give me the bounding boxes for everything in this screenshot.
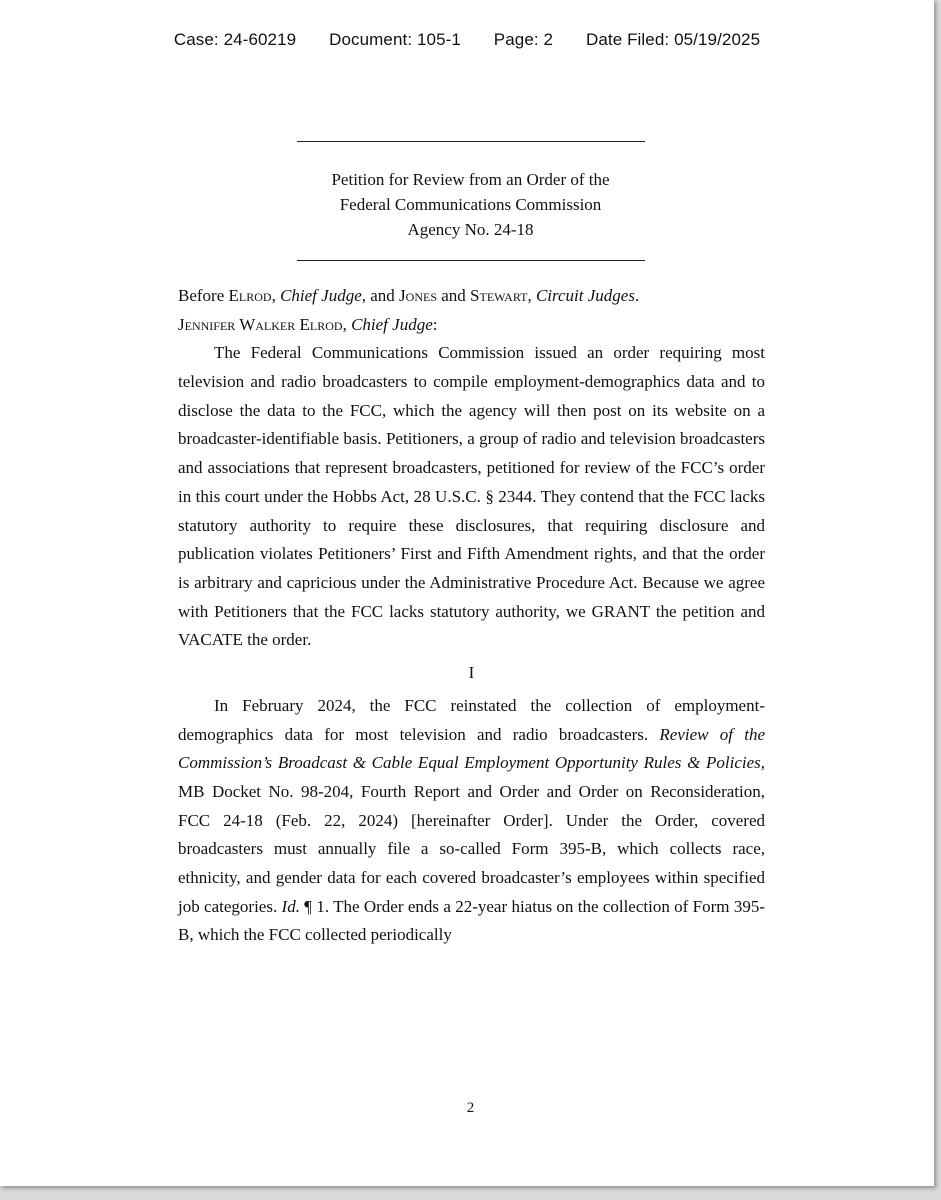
vacate-word: VACATE: [178, 630, 243, 650]
caption-rule-top: [297, 141, 645, 142]
judge-stewart: Stewart: [470, 286, 528, 305]
author-title: Chief Judge: [351, 314, 433, 334]
opinion-body: [178, 282, 765, 950]
chief-judge-title: Chief Judge: [280, 286, 362, 305]
date-filed: Date Filed: 05/19/2025: [585, 30, 761, 49]
filing-header: [0, 30, 934, 50]
caption-line-1: Petition for Review from an Order of the: [331, 170, 610, 189]
caption-line-2: Federal Communications Commission: [339, 195, 602, 214]
case-caption: [0, 167, 941, 242]
order-citation: Review of the Commission’s Broadcast & Cable Equal Employment Opportunity Rules & Policies: [178, 724, 765, 773]
caption-rule-bottom: [297, 260, 645, 261]
case-number: Case: 24-60219: [173, 30, 297, 49]
paragraph-1: The Federal Communications Commission issued an order requiring most television and radio broadcasters to compile employment-demographics data and to disclose the data to the FCC, which the agency will then post on its website on a broadcaster-identifiable basis. Petitioners, a group of radio and television broadcasters and associations that represent broadcasters, petitioned for review of the FCC’s order in this court under the Hobbs Act, 28 U.S.C. § 2344. They contend that the FCC lacks statutory authority to require these disclosures, that requiring disclosure and publication violates Petitioners’ First and Fifth Amendment rights, and that the order is arbitrary and capricious under the Administrative Procedure Act. Because we agree with Petitioners that the FCC lacks statutory authority, we GRANT the petition and VACATE the order.: [178, 343, 765, 650]
section-heading: I: [468, 663, 475, 683]
author-line: Jennifer Walker Elrod, Chief Judge:: [178, 314, 438, 334]
author-name: Jennifer Walker Elrod: [178, 314, 343, 334]
judge-elrod: Elrod: [228, 286, 272, 305]
circuit-judges-title: Circuit Judges: [535, 286, 635, 305]
header-page-number: Page: 2: [493, 30, 554, 49]
grant-word: GRANT: [591, 601, 650, 621]
id-citation: Id.: [281, 896, 300, 916]
panel-line: Before Elrod, Chief Judge, and Jones and Stewart, Circuit Judges.: [178, 286, 640, 305]
caption-line-3: Agency No. 24-18: [407, 220, 534, 239]
document-number: Document: 105-1: [329, 30, 461, 49]
paragraph-2: In February 2024, the FCC reinstated the collection of employment-demographics data for most television and radio broadcasters. Review of the Commission’s Broadcast & Cable Equal Employment Opportunity Rules & Policies, MB Docket No. 98-204, Fourth Report and Order and Order on Reconsideration, FCC 24-18 (Feb. 22, 2024) [hereinafter Order]. Under the Order, covered broadcasters must annually file a so-called Form 395-B, which collects race, ethnicity, and gender data for each covered broadcaster’s employees within specified job categories. Id. ¶ 1. The Order ends a 22-year hiatus on the collection of Form 395-B, which the FCC collected periodically: [178, 695, 765, 945]
judge-jones: Jones: [399, 286, 437, 305]
footer-page-number: 2: [466, 1100, 475, 1116]
